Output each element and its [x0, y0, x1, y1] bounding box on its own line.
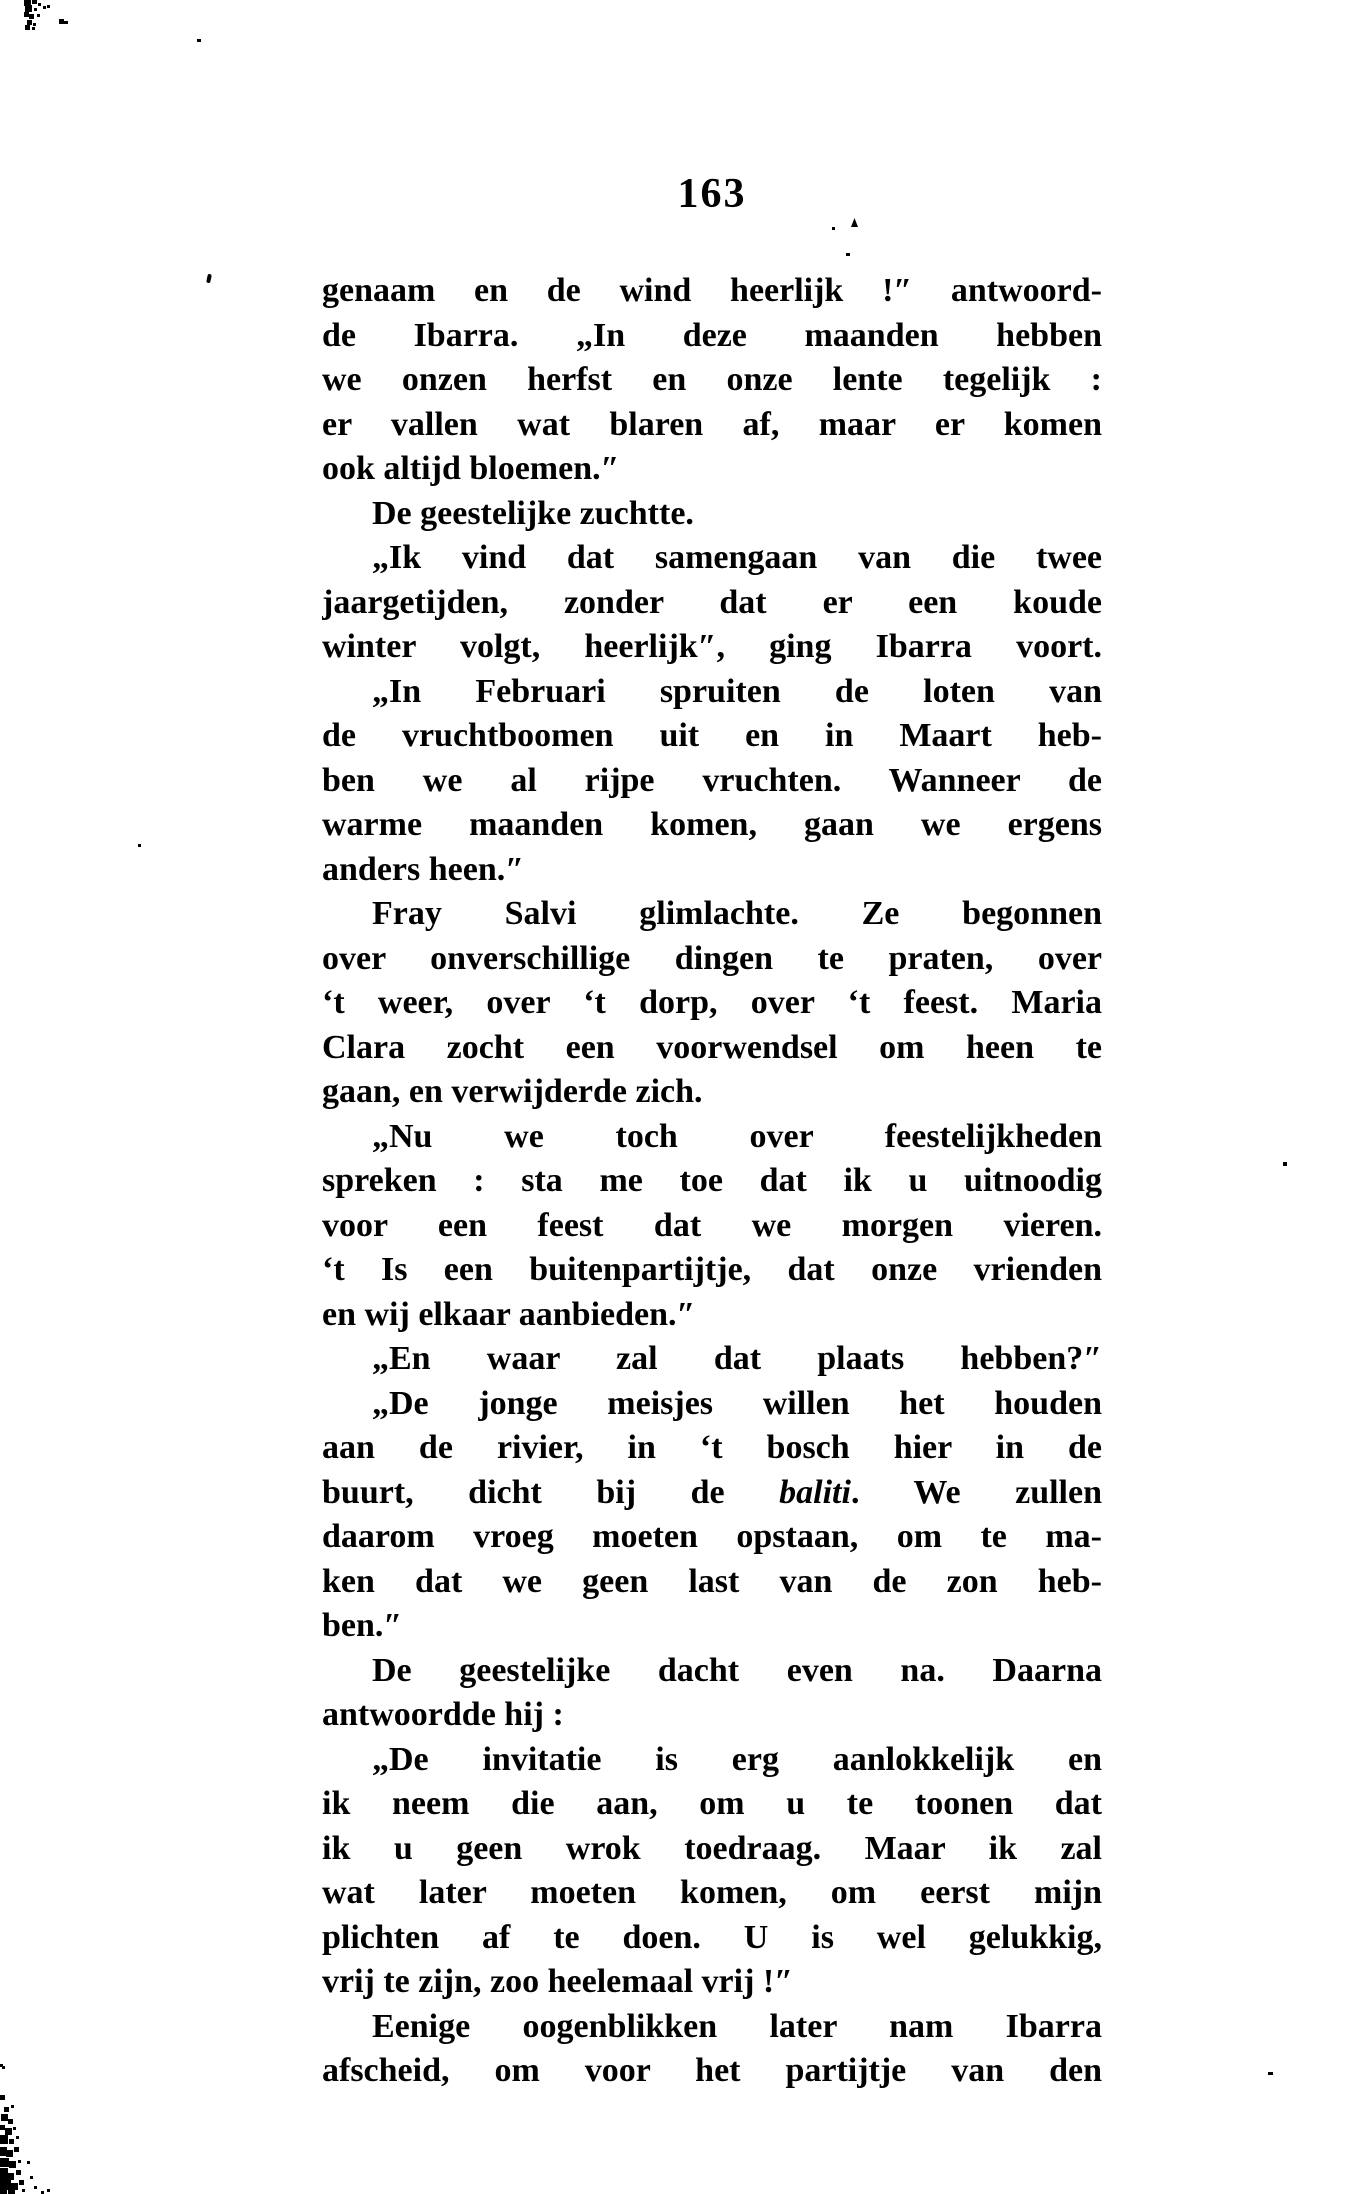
text-line: vrij te zijn, zoo heelemaal vrij !″ [322, 1963, 793, 2000]
text-line: winter volgt, heerlijk″, ging Ibarra voort. [322, 628, 1102, 665]
text-line: ben we al rijpe vruchten. Wanneer de [322, 761, 1102, 799]
text-line: „En waar zal dat plaats hebben?″ [372, 1340, 1102, 1377]
text-line: ken dat we geen last van de zon heb- [322, 1562, 1102, 1600]
scan-speck [851, 218, 858, 227]
text-line: voor een feest dat we morgen vieren. [322, 1206, 1102, 1244]
text-line: daarom vroeg moeten opstaan, om te ma- [322, 1518, 1102, 1555]
text-line: en wij elkaar aanbieden.″ [322, 1295, 696, 1333]
text-line: Fray Salvi glimlachte. Ze begonnen [372, 895, 1102, 932]
scan-speck [846, 253, 850, 256]
text-line: De geestelijke zuchtte. [372, 494, 694, 532]
text-line: Eenige oogenblikken later nam Ibarra [372, 2007, 1102, 2045]
text-line: we onzen herfst en onze lente tegelijk : [322, 361, 1102, 398]
scan-noise-bottom-left [0, 2064, 3, 2067]
scan-speck [206, 274, 212, 284]
text-line: anders heen.″ [322, 850, 525, 888]
text-line: er vallen wat blaren af, maar er komen [322, 405, 1102, 443]
text-line: ‘t weer, over ‘t dorp, over ‘t feest. Maria [322, 984, 1102, 1021]
text-line: de vruchtboomen uit en in Maart heb- [322, 717, 1102, 754]
text-line: de Ibarra. „In deze maanden hebben [322, 316, 1102, 354]
text-line: ook altijd bloemen.″ [322, 450, 620, 487]
text-line: „De invitatie is erg aanlokkelijk en [372, 1740, 1102, 1778]
text-line: aan de rivier, in ‘t bosch hier in de [322, 1429, 1102, 1466]
text-line: „Nu we toch over feestelijkheden [372, 1117, 1102, 1155]
text-line: wat later moeten komen, om eerst mijn [322, 1874, 1102, 1911]
text-line: „De jonge meisjes willen het houden [372, 1384, 1102, 1422]
text-line: De geestelijke dacht even na. Daarna [372, 1651, 1102, 1689]
text-line: ben.″ [322, 1607, 403, 1644]
text-line: jaargetijden, zonder dat er een koude [322, 583, 1102, 621]
text-line: antwoordde hij : [322, 1696, 564, 1733]
text-line: afscheid, om voor het partijtje van den [322, 2052, 1102, 2089]
text-block [322, 269, 1102, 2094]
text-line: warme maanden komen, gaan we ergens [322, 806, 1102, 843]
scan-speck [832, 227, 835, 230]
text-line: over onverschillige dingen te praten, over [322, 939, 1102, 977]
text-line: gaan, en verwijderde zich. [322, 1073, 703, 1110]
text-line: ‘t Is een buitenpartijtje, dat onze vrienden [322, 1251, 1102, 1288]
scan-speck [138, 844, 141, 847]
page-number: 163 [677, 171, 747, 217]
text-line: plichten af te doen. U is wel gelukkig, [322, 1918, 1102, 1956]
text-segment: buurt, dicht bij de [322, 1473, 780, 1511]
text-line: ik u geen wrok toedraag. Maar ik zal [322, 1829, 1102, 1867]
scan-speck [1283, 1162, 1287, 1166]
scan-speck [197, 39, 201, 42]
text-line: ik neem die aan, om u te toonen dat [322, 1785, 1102, 1822]
scan-noise-top-left [24, 0, 27, 3]
text-line: „Ik vind dat samengaan van die twee [372, 539, 1102, 576]
text-segment: . We zullen [850, 1473, 1102, 1511]
text-line: „In Februari spruiten de loten van [372, 672, 1102, 710]
text-line: Clara zocht een voorwendsel om heen te [322, 1028, 1102, 1066]
scan-speck [1268, 2072, 1273, 2075]
text-line [322, 1471, 1102, 1516]
scan-speck [60, 21, 68, 24]
text-line: spreken : sta me toe dat ik u uitnoodig [322, 1162, 1102, 1199]
text-line: genaam en de wind heerlijk !″ antwoord- [322, 272, 1102, 309]
italic-word: baliti [779, 1473, 851, 1511]
